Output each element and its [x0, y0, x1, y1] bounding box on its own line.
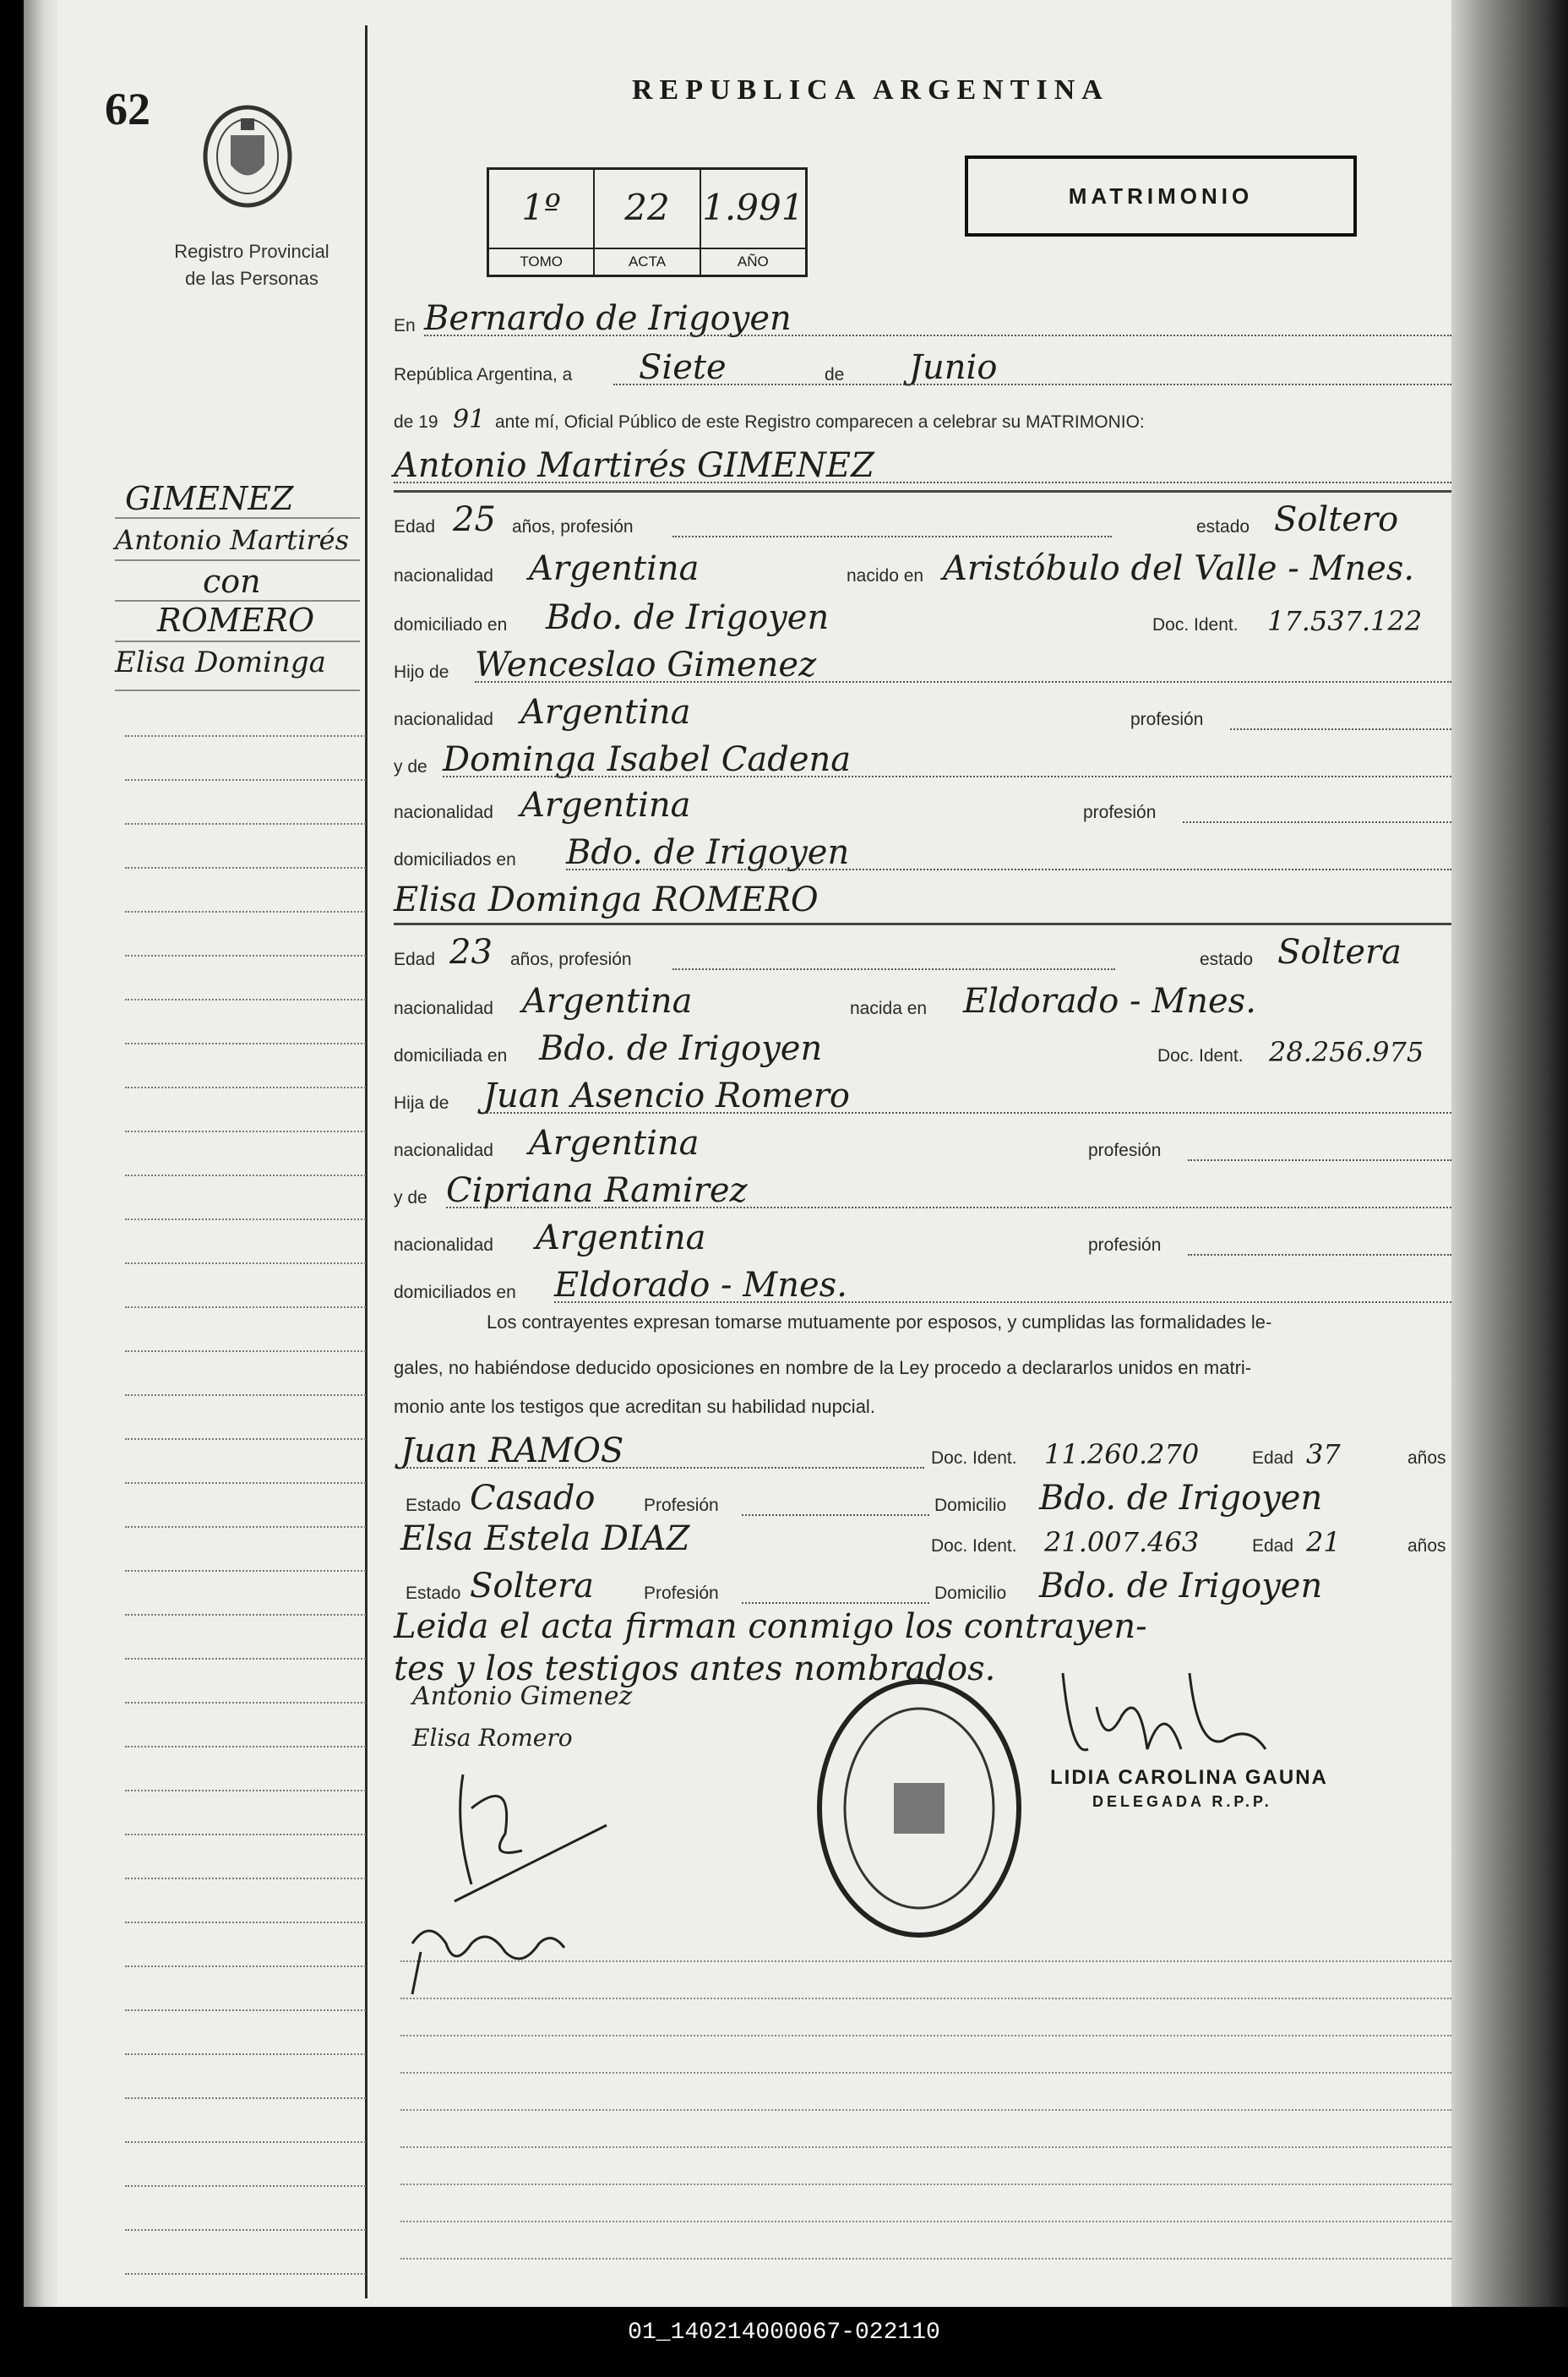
witness-1-name: Juan RAMOS	[400, 1431, 624, 1470]
domicilio-label: Domicilio	[934, 1496, 1007, 1515]
margin-rule	[115, 690, 360, 691]
anos-label: años	[1407, 1536, 1446, 1556]
groom-age: 25	[453, 500, 496, 539]
y-de-label: y de	[394, 1188, 427, 1208]
nacionalidad-label: nacionalidad	[394, 1141, 493, 1160]
bride-name: Elisa Dominga ROMERO	[394, 880, 819, 919]
row-groom-father-nat	[394, 695, 1451, 735]
margin-ruled-line	[125, 1087, 366, 1088]
main-ruled-line	[400, 2183, 1451, 2185]
month-value: Junio	[909, 348, 998, 387]
place-value: Bernardo de Irigoyen	[424, 299, 792, 338]
de-label: de	[825, 365, 845, 384]
margin-ruled-line	[125, 2229, 366, 2231]
estado-label: Estado	[406, 1584, 461, 1603]
row-witness-1	[394, 1433, 1451, 1474]
anos-profesion-label: años, profesión	[512, 517, 634, 537]
fill-line	[483, 1112, 1451, 1114]
groom-estado: Soltero	[1274, 500, 1399, 539]
bride-parents-domicile: Eldorado - Mnes.	[554, 1266, 847, 1305]
estado-label: estado	[1200, 950, 1254, 969]
witness-2-doc: 21.007.463	[1044, 1526, 1200, 1558]
fill-line	[672, 536, 1112, 537]
margin-ruled-line	[125, 1614, 366, 1616]
margin-rule	[115, 517, 360, 519]
country-heading: REPUBLICA ARGENTINA	[632, 74, 1109, 106]
groom-parents-domicile: Bdo. de Irigoyen	[566, 833, 850, 872]
margin-ruled-line	[125, 911, 366, 913]
hijo-label: Hijo de	[394, 662, 449, 682]
margin-ruled-line	[125, 867, 366, 869]
margin-ruled-line	[125, 2097, 366, 2099]
y-de-label: y de	[394, 757, 427, 777]
margin-ruled-line	[125, 1350, 366, 1352]
row-bride-name	[394, 882, 1451, 923]
declaration-line-3: monio ante los testigos que acreditan su habilidad nupcial.	[394, 1396, 875, 1417]
margin-ruled-line	[125, 1965, 366, 1967]
nacida-label: nacida en	[850, 999, 928, 1018]
signature-official	[1037, 1656, 1325, 1766]
provincial-seal-icon	[197, 101, 298, 211]
estado-label: Estado	[406, 1496, 461, 1515]
margin-divider	[365, 25, 368, 2298]
official-role: DELEGADA R.P.P.	[1092, 1793, 1272, 1810]
main-ruled-line	[400, 2221, 1451, 2222]
profesion-label: profesión	[1083, 803, 1157, 822]
hija-label: Hija de	[394, 1093, 449, 1113]
groom-birthplace: Aristóbulo del Valle - Mnes.	[943, 549, 1415, 588]
margin-ruled-line	[125, 999, 366, 1000]
tomo-cell	[489, 170, 595, 275]
margin-ruled-line	[125, 2009, 366, 2011]
row-witness-2	[394, 1521, 1451, 1562]
margin-ruled-line	[125, 1438, 366, 1440]
margin-ruled-line	[125, 1394, 366, 1396]
fill-line	[1183, 821, 1451, 823]
fill-line	[400, 1467, 924, 1469]
main-ruled-line	[400, 2072, 1451, 2074]
row-groom-father	[394, 647, 1451, 688]
fill-line	[475, 681, 1451, 683]
row-groom-mother	[394, 742, 1451, 782]
record-number-box	[487, 167, 808, 277]
row-place	[394, 301, 1451, 341]
record-type-box: MATRIMONIO	[965, 155, 1357, 237]
bride-birthplace: Eldorado - Mnes.	[963, 982, 1256, 1021]
margin-ruled-line	[125, 735, 366, 737]
witness-2-estado: Soltera	[470, 1567, 594, 1606]
row-closing-1	[394, 1609, 1451, 1649]
row-year	[394, 397, 1451, 438]
margin-ruled-line	[125, 1043, 366, 1044]
ante-text: ante mí, Oficial Público de este Registro comparecen a celebrar su MATRIMONIO:	[495, 412, 1145, 432]
row-bride-father-nat	[394, 1126, 1451, 1166]
main-ruled-line	[400, 2146, 1451, 2148]
nacido-label: nacido en	[847, 566, 924, 586]
margin-rule	[115, 559, 360, 561]
anos-profesion-label: años, profesión	[510, 950, 632, 969]
row-groom-domicile	[394, 600, 1451, 641]
fill-line	[1188, 1159, 1451, 1161]
declaration-line-1: Los contrayentes expresan tomarse mutuamente por esposos, y cumplidas las formalidades le-	[487, 1311, 1272, 1333]
row-groom-parents-domicile	[394, 835, 1451, 875]
groom-nationality: Argentina	[529, 549, 700, 588]
domiciliados-label: domiciliados en	[394, 850, 516, 870]
estado-label: estado	[1196, 517, 1250, 537]
doc-label: Doc. Ident.	[1152, 615, 1239, 635]
official-stamp-icon	[809, 1673, 1029, 1944]
margin-rule	[115, 641, 360, 642]
fill-line	[742, 1602, 929, 1604]
bride-nationality: Argentina	[522, 982, 693, 1021]
margin-surname: GIMENEZ	[125, 480, 294, 517]
profesion-label: profesión	[1130, 710, 1204, 729]
groom-father-nationality: Argentina	[520, 693, 691, 732]
witness-2-domicile: Bdo. de Irigoyen	[1039, 1567, 1323, 1606]
margin-ruled-line	[125, 1262, 366, 1264]
closing-line-1: Leida el acta firman conmigo los contrayen-	[394, 1607, 1147, 1646]
margin-bride-surname: ROMERO	[157, 602, 315, 639]
domiciliado-label: domiciliado en	[394, 615, 508, 635]
official-name: LIDIA CAROLINA GAUNA	[1050, 1766, 1328, 1789]
nacionalidad-label: nacionalidad	[394, 1235, 493, 1255]
section-separator	[394, 923, 1451, 925]
profesion-label: Profesión	[644, 1496, 719, 1515]
witness-1-estado: Casado	[470, 1479, 596, 1518]
signature-groom: Antonio Gimenez	[412, 1682, 633, 1711]
en-label: En	[394, 316, 416, 335]
edad-label: Edad	[1252, 1448, 1294, 1468]
day-value: Siete	[639, 348, 727, 387]
fill-line	[394, 482, 1451, 483]
row-bride-mother	[394, 1173, 1451, 1213]
margin-ruled-line	[125, 2273, 366, 2275]
page-edge	[1451, 0, 1568, 2307]
witness-1-age: 37	[1306, 1438, 1341, 1470]
acta-label: ACTA	[595, 248, 699, 275]
main-ruled-line	[400, 2109, 1451, 2111]
ano-cell	[701, 170, 805, 275]
row-bride-age	[394, 935, 1451, 975]
row-bride-father	[394, 1078, 1451, 1119]
bride-estado: Soltera	[1277, 933, 1402, 972]
bride-mother: Cipriana Ramirez	[446, 1171, 748, 1210]
republica-label: República Argentina, a	[394, 365, 573, 384]
witness-1-domicile: Bdo. de Irigoyen	[1039, 1479, 1323, 1518]
fill-line	[446, 1207, 1451, 1208]
margin-ruled-line	[125, 2185, 366, 2187]
margin-ruled-line	[125, 1306, 366, 1308]
margin-ruled-line	[125, 1218, 366, 1220]
nacionalidad-label: nacionalidad	[394, 999, 493, 1018]
profesion-label: Profesión	[644, 1584, 719, 1603]
nacionalidad-label: nacionalidad	[394, 710, 493, 729]
doc-label: Doc. Ident.	[931, 1536, 1017, 1556]
profesion-label: profesión	[1088, 1141, 1162, 1160]
domicilio-label: Domicilio	[934, 1584, 1007, 1603]
signature-witness-1	[438, 1758, 623, 1910]
fill-line	[1230, 728, 1451, 730]
groom-name: Antonio Martirés GIMENEZ	[394, 446, 874, 485]
fill-line	[443, 776, 1451, 777]
fill-line	[424, 335, 1451, 336]
groom-doc: 17.537.122	[1267, 605, 1423, 637]
declaration-line-2: gales, no habiéndose deducido oposiciones en nombre de la Ley procedo a declararlos unidos en matri-	[394, 1357, 1252, 1378]
fill-line	[742, 1514, 929, 1516]
margin-ruled-line	[125, 1834, 366, 1835]
acta-value: 22	[624, 187, 670, 228]
fill-line	[566, 869, 1451, 870]
edad-label: Edad	[1252, 1536, 1294, 1556]
signature-witness-2	[395, 1910, 581, 2003]
main-ruled-line	[400, 2035, 1451, 2036]
groom-mother-nationality: Argentina	[520, 786, 691, 825]
groom-domicile: Bdo. de Irigoyen	[546, 598, 830, 637]
groom-mother: Dominga Isabel Cadena	[443, 740, 852, 779]
margin-ruled-line	[125, 779, 366, 781]
bride-father: Juan Asencio Romero	[483, 1077, 850, 1115]
document-page	[24, 0, 1451, 2307]
margin-ruled-line	[125, 1131, 366, 1132]
page-number: 62	[105, 84, 150, 134]
margin-bride-given-names: Elisa Dominga	[115, 646, 326, 679]
doc-label: Doc. Ident.	[1157, 1046, 1244, 1066]
section-separator	[394, 490, 1451, 493]
tomo-value: 1º	[521, 187, 561, 228]
year-suffix: 91	[453, 405, 486, 434]
row-groom-mother-nat	[394, 788, 1451, 828]
registry-label	[133, 238, 370, 292]
ano-label: AÑO	[701, 248, 805, 275]
tomo-label: TOMO	[489, 248, 593, 275]
margin-ruled-line	[125, 1702, 366, 1704]
margin-ruled-line	[125, 1658, 366, 1660]
groom-father: Wenceslao Gimenez	[475, 646, 817, 684]
row-bride-nationality	[394, 984, 1451, 1024]
row-witness-2-detail	[394, 1568, 1451, 1609]
margin-ruled-line	[125, 2141, 366, 2143]
bride-doc: 28.256.975	[1269, 1036, 1424, 1068]
signature-bride: Elisa Romero	[412, 1724, 573, 1752]
edad-label: Edad	[394, 517, 436, 537]
row-bride-domicile	[394, 1031, 1451, 1071]
row-witness-1-detail	[394, 1480, 1451, 1521]
registry-label-line1: Registro Provincial	[174, 241, 329, 262]
main-ruled-line	[400, 2258, 1451, 2260]
edad-label: Edad	[394, 950, 436, 969]
margin-ruled-line	[125, 1526, 366, 1528]
margin-ruled-line	[125, 823, 366, 825]
row-groom-nationality	[394, 551, 1451, 592]
closing-line-2: tes y los testigos antes nombrados.	[394, 1649, 996, 1688]
margin-ruled-line	[125, 1922, 366, 1923]
margin-ruled-line	[125, 1482, 366, 1484]
fill-line	[613, 384, 1451, 385]
witness-2-name: Elsa Estela DIAZ	[400, 1519, 690, 1558]
nacionalidad-label: nacionalidad	[394, 803, 493, 822]
row-bride-mother-nat	[394, 1220, 1451, 1261]
row-date	[394, 350, 1451, 390]
bride-age: 23	[449, 933, 493, 972]
margin-ruled-line	[125, 1175, 366, 1176]
margin-given-names: Antonio Martirés	[115, 524, 350, 556]
ano-value: 1.991	[702, 187, 804, 228]
row-groom-name	[394, 448, 1451, 488]
margin-ruled-line	[125, 1570, 366, 1572]
domiciliados-label: domiciliados en	[394, 1283, 516, 1302]
anos-label: años	[1407, 1448, 1446, 1468]
witness-2-age: 21	[1306, 1526, 1341, 1558]
margin-ruled-line	[125, 1878, 366, 1879]
book-binding	[24, 0, 57, 2307]
margin-ruled-line	[125, 1790, 366, 1791]
bride-domicile: Bdo. de Irigoyen	[539, 1029, 823, 1068]
nacionalidad-label: nacionalidad	[394, 566, 493, 586]
fill-line	[1188, 1254, 1451, 1256]
row-groom-age	[394, 502, 1451, 542]
doc-label: Doc. Ident.	[931, 1448, 1017, 1468]
bride-father-nationality: Argentina	[529, 1124, 700, 1163]
profesion-label: profesión	[1088, 1235, 1162, 1255]
margin-con: con	[203, 563, 261, 600]
margin-ruled-line	[125, 2053, 366, 2055]
margin-ruled-line	[125, 955, 366, 957]
year-prefix: de 19	[394, 412, 438, 432]
registry-label-line2: de las Personas	[185, 268, 318, 289]
footer-code: 01_140214000067-022110	[628, 2320, 940, 2346]
bride-mother-nationality: Argentina	[536, 1218, 706, 1257]
witness-1-doc: 11.260.270	[1044, 1438, 1200, 1470]
domiciliada-label: domiciliada en	[394, 1046, 508, 1066]
margin-ruled-line	[125, 1746, 366, 1747]
fill-line	[672, 968, 1115, 970]
acta-cell	[595, 170, 700, 275]
